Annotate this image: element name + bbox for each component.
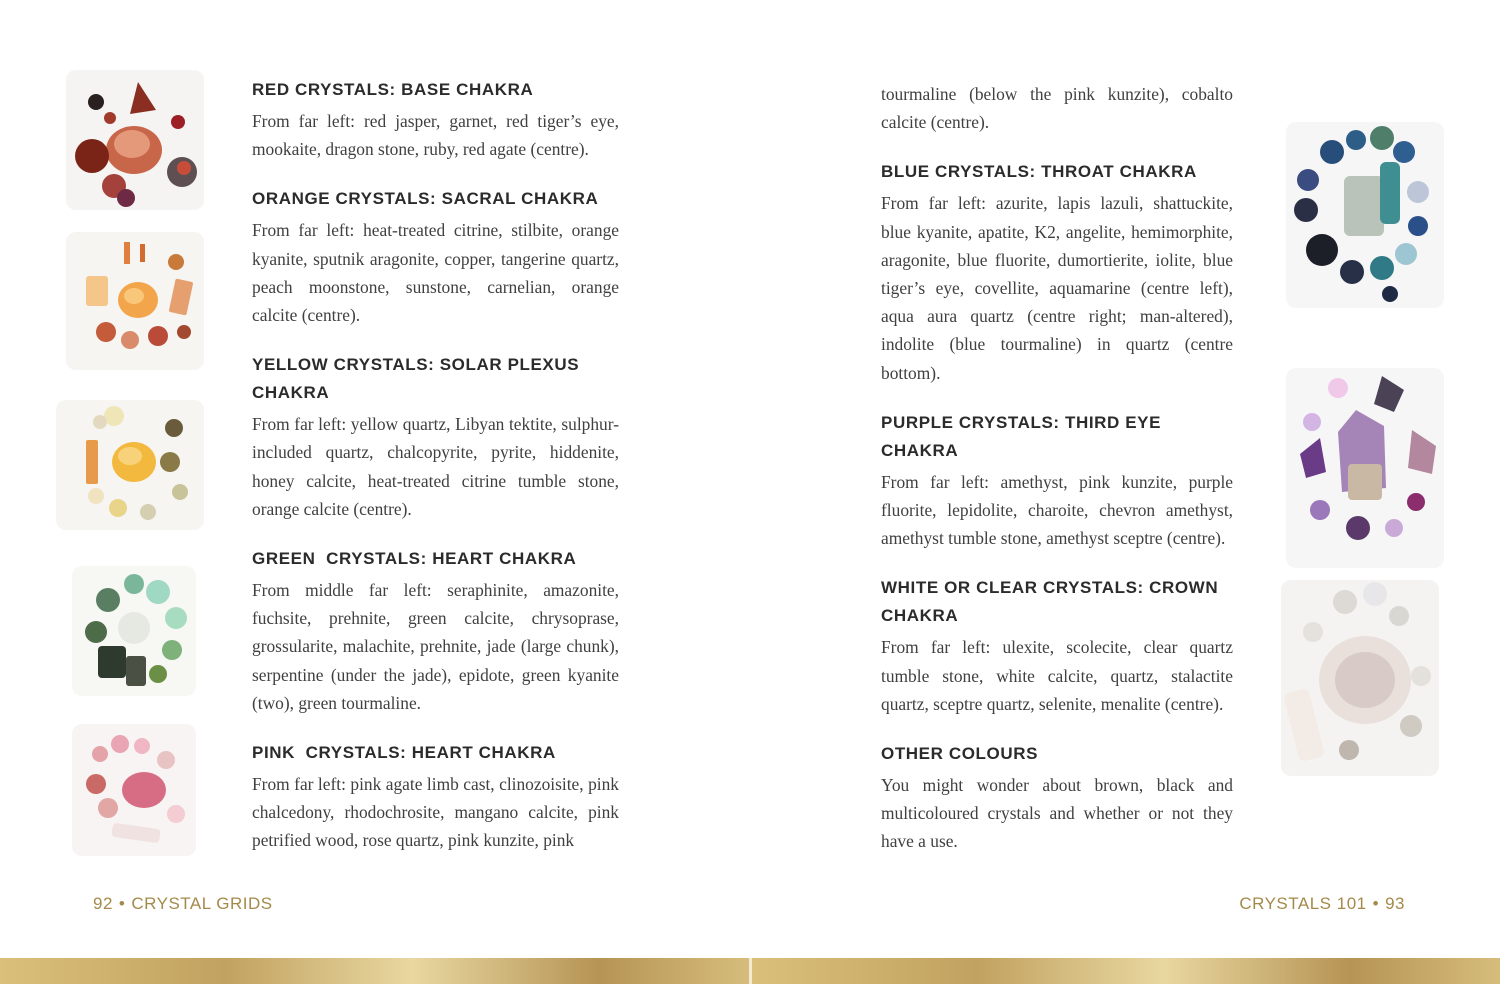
section-body: From far left: ulexite, scolecite, clear quartz tumble stone, white calcite, quartz, stalactite quartz, sceptre quartz, selenite, menalite (centre). [881,637,1233,714]
green-crystals-photo [72,566,196,696]
orange-crystals-photo [66,232,204,370]
blue-crystals-photo [1286,122,1444,308]
section-heading: PINK CRYSTALS: HEART CHAKRA [252,743,556,763]
left-footer [93,894,273,914]
section-heading: OTHER COLOURS [881,744,1039,764]
section-body: From far left: amethyst, pink kunzite, purple fluorite, lepidolite, charoite, chevron amethyst, amethyst tumble stone, amethyst sceptre (centre). [881,471,1233,549]
section-heading: BLUE CRYSTALS: THROAT CHAKRA [881,162,1197,182]
running-title: CRYSTALS 101 [1239,894,1367,913]
red-crystals-photo [66,70,204,210]
white-crystals-photo [1281,580,1439,776]
page-number: 92 [93,894,113,913]
section-white [881,574,1233,718]
footer-bullet: • [118,894,126,913]
section-body: You might wonder about brown, black and multicoloured crystals and whether or not they have a use. [881,775,1233,852]
section-body: From far left: heat-treated citrine, stilbite, orange kyanite, sputnik aragonite, copper, tangerine quartz, peach moonstone, sunstone, carnelian, orange calcite (centre). [252,220,619,326]
page-number: 93 [1385,894,1405,913]
section-heading: ORANGE CRYSTALS: SACRAL CHAKRA [252,189,599,209]
section-body: From far left: azurite, lapis lazuli, shattuckite, blue kyanite, apatite, K2, angelite, hemimorphite, aragonite, blue fluorite, dumortierite, iolite, blue tiger’s eye, covellite, aquamarine (centre left), aqua aura quartz (centre right; man-altered), indolite (blue tourmaline) in quartz (centre bottom). [881,193,1233,383]
pink-crystals-photo [72,724,196,856]
section-heading: GREEN CRYSTALS: HEART CHAKRA [252,549,577,569]
right-footer [1239,894,1405,914]
running-title: CRYSTAL GRIDS [131,894,273,913]
purple-crystals-photo [1286,368,1444,568]
left-text-column [252,76,619,855]
section-heading: WHITE OR CLEAR CRYSTALS: CROWN CHAKRA [881,578,1219,626]
footer-bullet: • [1372,894,1380,913]
section-body: From far left: yellow quartz, Libyan tektite, sulphur-included quartz, chalcopyrite, pyrite, hiddenite, honey calcite, heat-treated citrine tumble stone, orange calcite (centre). [252,414,619,519]
section-green [252,545,619,717]
section-yellow [252,351,619,523]
left-page [0,0,749,958]
right-page [751,0,1500,958]
section-body: From middle far left: seraphinite, amazonite, fuchsite, prehnite, green calcite, chrysoprase, grossularite, malachite, prehnite, jade (large chunk), serpentine (under the jade), epidote, green kyanite (two), green tourmaline. [252,580,619,713]
yellow-crystals-photo [56,400,204,530]
section-pink [252,739,619,855]
continued-text: tourmaline (below the pink kunzite), cobalto calcite (centre). [881,84,1233,133]
section-red [252,76,619,163]
section-heading: PURPLE CRYSTALS: THIRD EYE CHAKRA [881,412,1162,460]
right-text-column [881,80,1233,856]
section-purple [881,409,1233,553]
section-body: From far left: pink agate limb cast, clinozoisite, pink chalcedony, rhodochrosite, mangano calcite, pink petrified wood, rose quartz, pink kunzite, pink [252,774,619,851]
section-heading: YELLOW CRYSTALS: SOLAR PLEXUS CHAKRA [252,355,580,403]
section-other [881,740,1233,856]
gold-band-left [0,958,749,984]
section-blue [881,158,1233,386]
section-orange [252,185,619,329]
section-body: From far left: red jasper, garnet, red tiger’s eye, mookaite, dragon stone, ruby, red agate (centre). [252,111,619,160]
section-heading: RED CRYSTALS: BASE CHAKRA [252,80,534,99]
gold-band-right [752,958,1500,984]
